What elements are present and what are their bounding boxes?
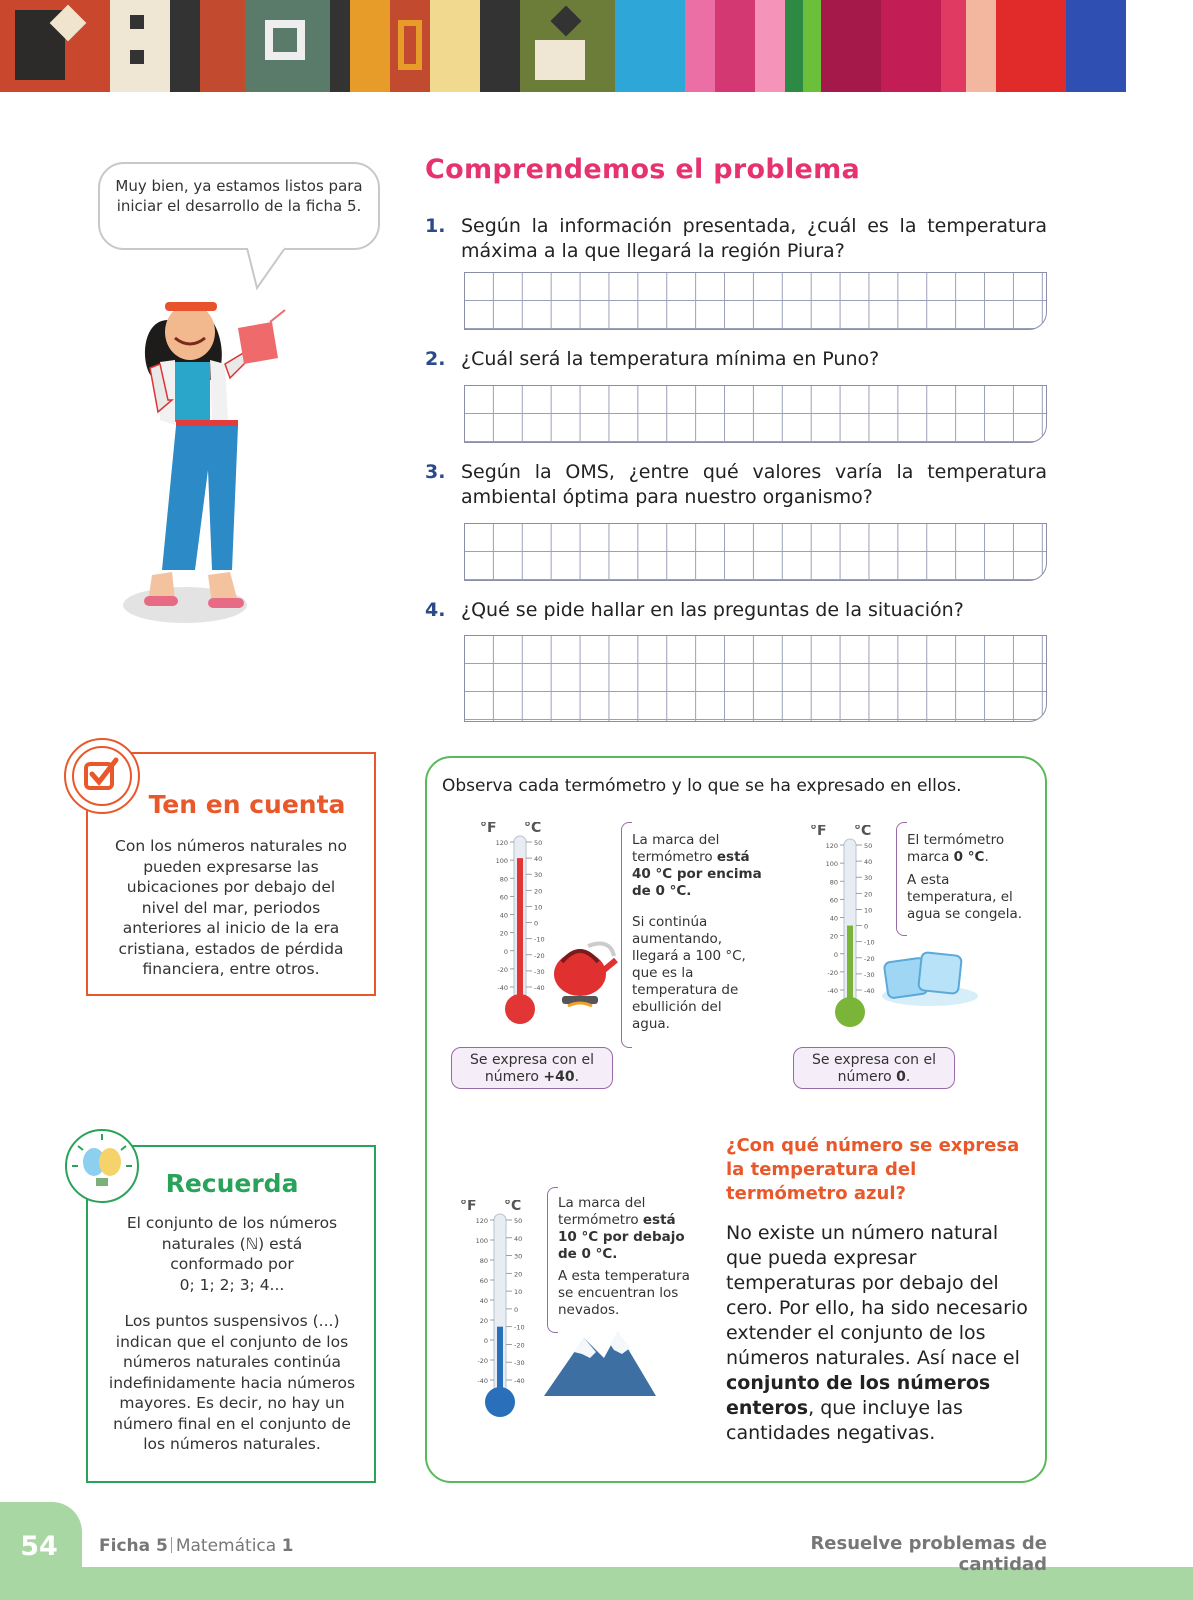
student-girl-illustration [120,280,300,640]
celsius-tick: 30 [534,871,543,880]
thermometer-bulb [485,1387,515,1417]
red-note-1-text: La marca del termómetro [632,832,720,865]
fahrenheit-tick: -40 [477,1377,488,1385]
question-number: 1. [425,215,446,237]
celsius-tick: -30 [534,967,545,976]
answer-bold-term: conjunto de los números enteros [726,1372,991,1419]
footer-subject: Matemática [175,1536,277,1556]
fahrenheit-tick: 120 [495,839,508,847]
banner-pattern [245,0,330,92]
fahrenheit-tick: -20 [497,965,508,974]
ten-en-cuenta-title: Ten en cuenta [148,790,346,819]
red-note-1-bold: está 40 °C por encima de 0 °C. [632,849,762,899]
footer-grade: 1 [281,1536,294,1556]
fahrenheit-tick: 60 [499,893,508,902]
footer-ficha: Ficha 5 [99,1536,168,1556]
celsius-label: °C [854,825,872,839]
observa-intro: Observa cada termómetro y lo que se ha expresado en ellos. [442,776,962,796]
green-expression-pill [793,1047,955,1089]
fahrenheit-tick: 60 [479,1277,488,1285]
footer-left [99,1536,293,1556]
speech-bubble-text: Muy bien, ya estamos listos para iniciar el desarrollo de la ficha 5. [115,177,363,215]
fahrenheit-tick: 0 [483,1337,488,1345]
thermometer-bulb [505,994,535,1024]
red-note-2: Si continúa aumentando, llegará a 100 °C, que es la temperatura de ebullición del agua. [632,914,746,1032]
celsius-tick: 20 [864,890,873,899]
celsius-tick: 30 [514,1252,523,1261]
celsius-tick: -30 [514,1359,525,1368]
question-text: Según la información presentada, ¿cuál es la temperatura máxima a la que llegará la región Piura? [461,215,1047,262]
celsius-label: °C [504,1200,522,1214]
question-text: ¿Qué se pide hallar en las preguntas de la situación? [461,599,964,621]
answer-grid-3[interactable] [464,523,1047,581]
celsius-tick: -30 [864,970,875,979]
celsius-tick: 10 [514,1288,523,1297]
thermometer-column [847,926,853,1004]
page-number: 54 [20,1531,58,1562]
fahrenheit-tick: 80 [499,875,508,884]
celsius-tick: -40 [534,984,545,992]
question-3 [425,460,1047,510]
green-note-1-bold: 0 °C [953,849,985,865]
celsius-tick: 10 [534,903,543,912]
fahrenheit-tick: 40 [479,1297,488,1305]
celsius-tick: 50 [864,842,873,850]
fahrenheit-tick: 20 [479,1317,488,1325]
blue-note-1-bold: está 10 °C por debajo de 0 °C. [558,1212,685,1262]
recuerda-paragraph-1: El conjunto de los números naturales (ℕ) está conformado por [126,1214,338,1273]
question-1 [425,214,1047,264]
snowy-mountain-illustration [544,1328,656,1398]
fahrenheit-tick: 120 [475,1217,488,1225]
banner-pattern [520,0,615,92]
thermometer-column [517,858,523,1001]
fahrenheit-tick: 20 [499,929,508,938]
checklist-icon [64,738,140,814]
pill-period: . [905,1069,911,1085]
fahrenheit-tick: 100 [495,857,508,866]
answer-lead: Así nace el [916,1347,1020,1369]
pill-number: +40 [543,1069,575,1085]
answer-grid-1[interactable] [464,272,1047,330]
blue-note-1 [558,1195,698,1263]
green-thermometer [800,825,900,1045]
banner-pattern [0,0,110,92]
celsius-tick: 40 [514,1234,523,1243]
fahrenheit-tick: 100 [475,1237,488,1245]
celsius-tick: 40 [534,855,543,864]
green-note-1-text: El termómetro marca [907,832,1005,865]
fahrenheit-label: °F [460,1200,477,1214]
blue-thermometer-question: ¿Con qué número se expresa la temperatura del termómetro azul? [726,1135,1020,1204]
answer-paragraph: No existe un número natural que pueda expresar temperaturas por debajo del cero. Por ello, ha sido necesario extender el conjunto de los números naturales. [726,1222,1028,1369]
celsius-tick: 30 [864,874,873,883]
fahrenheit-tick: -20 [827,968,838,977]
fahrenheit-tick: 60 [829,896,838,905]
banner-pattern [110,0,170,92]
celsius-tick: 50 [514,1217,523,1225]
celsius-tick: -20 [864,954,875,963]
recuerda-paragraph-2: Los puntos suspensivos (...) indican que el conjunto de los números naturales continúa indefinidamente hacia números mayores. Es decir, no hay un número final en el conjunto de los números naturales. [108,1312,356,1453]
blue-thermometer [450,1200,550,1440]
celsius-tick: -20 [514,1341,525,1350]
fahrenheit-label: °F [810,825,827,839]
fahrenheit-tick: -40 [497,984,508,992]
green-note-2: A esta temperatura, el agua se congela. [907,872,1023,922]
fahrenheit-tick: 40 [499,911,508,920]
celsius-tick: -40 [864,987,875,995]
fahrenheit-tick: 100 [825,860,838,869]
celsius-tick: -10 [514,1323,525,1332]
green-note-1 [907,832,1037,866]
question-2 [425,347,1047,372]
fahrenheit-tick: 80 [829,878,838,887]
pill-text: Se expresa con el número [470,1052,594,1085]
fahrenheit-label: °F [480,822,497,836]
fahrenheit-tick: -20 [477,1357,488,1365]
decorative-banner [0,0,1193,92]
banner-pattern [390,0,430,92]
fahrenheit-tick: 0 [833,950,838,959]
question-4 [425,598,1047,623]
fahrenheit-tick: 0 [503,947,508,956]
fahrenheit-tick: 20 [829,932,838,941]
fahrenheit-tick: -40 [827,987,838,995]
blue-note-1-text: La marca del termómetro [558,1195,646,1228]
speech-bubble [98,162,380,250]
pill-period: . [574,1069,580,1085]
question-text: ¿Cuál será la temperatura mínima en Puno? [461,348,880,370]
answer-grid-4[interactable] [464,635,1047,722]
red-expression-pill [451,1047,613,1089]
brain-lightbulb-icon [64,1128,140,1204]
celsius-tick: 20 [514,1270,523,1279]
celsius-tick: 50 [534,839,543,847]
kettle-illustration [548,930,618,1010]
celsius-tick: 0 [864,922,869,931]
celsius-tick: -20 [534,951,545,960]
ice-cubes-illustration [876,948,980,1010]
footer-divider [171,1537,172,1553]
callout-bracket [547,1187,558,1333]
recuerda-natural-numbers: 0; 1; 2; 3; 4... [179,1276,285,1294]
celsius-label: °C [524,822,542,836]
answer-tail: , que incluye las cantidades negativas. [726,1397,963,1444]
fahrenheit-tick: 120 [825,842,838,850]
question-number: 2. [425,348,446,370]
celsius-tick: -40 [514,1377,525,1385]
answer-explanation [726,1221,1038,1446]
blue-note-2: A esta temperatura se encuentran los nevados. [558,1268,690,1318]
question-number: 3. [425,461,446,483]
question-number: 4. [425,599,446,621]
celsius-tick: -10 [864,938,875,947]
red-note-1 [632,832,762,900]
callout-bracket [621,822,632,1048]
green-note-1-period: . [984,849,989,865]
footer-competency: Resuelve problemas de cantidad [810,1533,1047,1575]
celsius-tick: 10 [864,906,873,915]
pill-number: 0 [896,1069,906,1085]
fahrenheit-tick: 80 [479,1257,488,1265]
celsius-tick: 0 [534,919,539,928]
ten-en-cuenta-text: Con los números naturales no pueden expresarse las ubicaciones por debajo del nivel del mar, periodos anteriores al inicio de la era cristiana, estados de pérdida financiera, entre otros. [115,837,347,978]
thermometer-bulb [835,997,865,1027]
celsius-tick: -10 [534,935,545,944]
celsius-tick: 20 [534,887,543,896]
celsius-tick: 0 [514,1305,519,1314]
recuerda-title: Recuerda [165,1169,299,1198]
question-text: Según la OMS, ¿entre qué valores varía la temperatura ambiental óptima para nuestro organismo? [461,461,1047,508]
answer-grid-2[interactable] [464,385,1047,443]
thermometer-column [497,1327,503,1394]
callout-bracket [896,822,907,936]
celsius-tick: 40 [864,858,873,867]
pill-text: Se expresa con el número [812,1052,936,1085]
section-title: Comprendemos el problema [425,154,861,185]
fahrenheit-tick: 40 [829,914,838,923]
